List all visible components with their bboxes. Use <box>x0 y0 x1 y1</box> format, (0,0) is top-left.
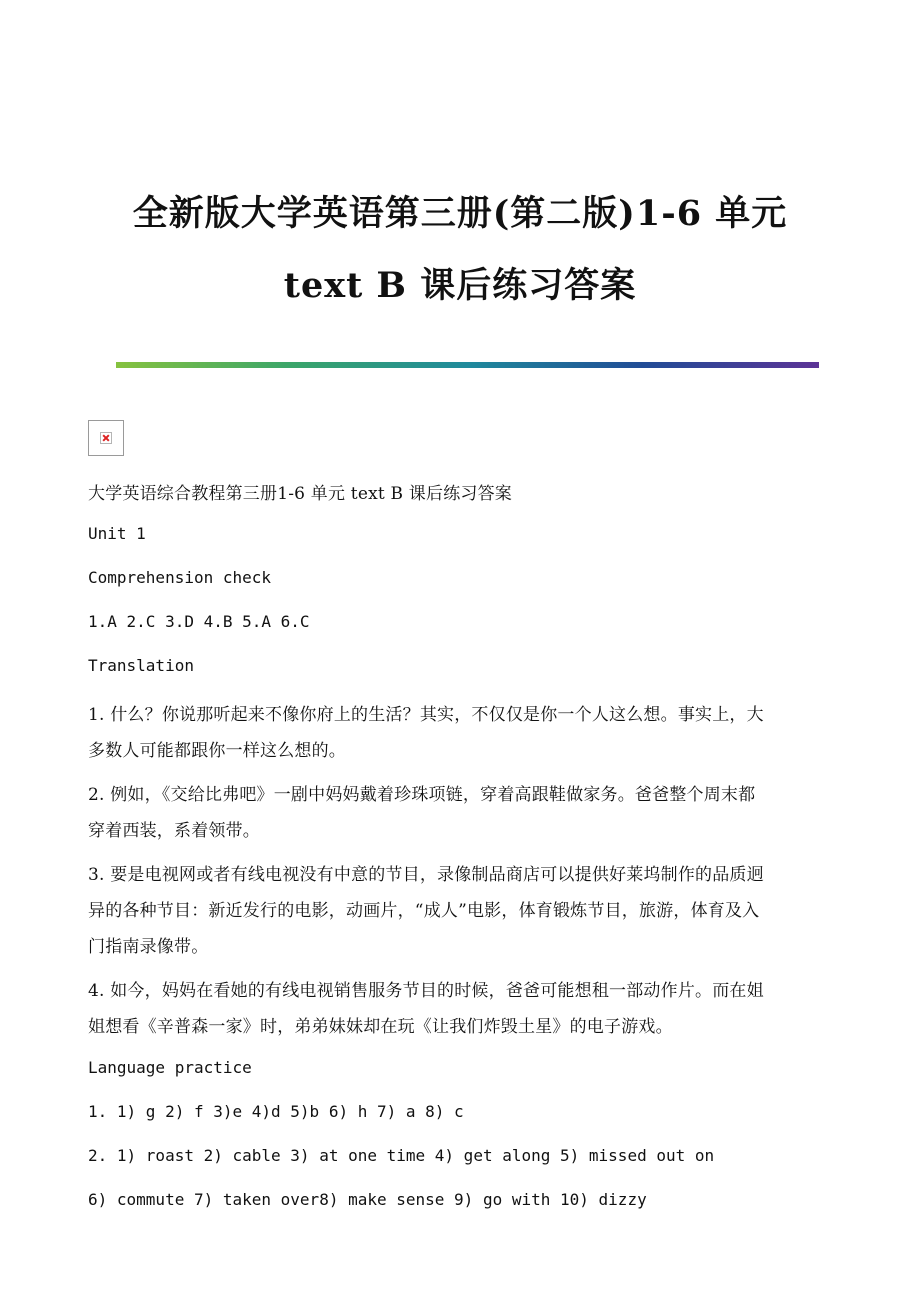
document-title-line-1: 全新版大学英语第三册(第二版)1-6 单元 <box>132 193 788 234</box>
language-practice-2-line-1: 2. 1) roast 2) cable 3) at one time 4) get along 5) missed out on <box>88 1146 715 1165</box>
document-title-line-2: text B 课后练习答案 <box>283 265 637 306</box>
translation-3-line-2: 异的各种节目：新近发行的电影，动画片，“成人”电影，体育锻炼节目，旅游，体育及入 <box>88 901 760 921</box>
translation-4-line-2: 姐想看《辛普森一家》时，弟弟妹妹却在玩《让我们炸毁土星》的电子游戏。 <box>88 1017 673 1037</box>
comprehension-heading: Comprehension check <box>88 568 272 587</box>
unit-heading: Unit 1 <box>88 524 146 543</box>
broken-image-x-icon <box>100 432 112 444</box>
translation-2-line-1: 2. 例如，《交给比弗吧》一剧中妈妈戴着珍珠项链，穿着高跟鞋做家务。爸爸整个周末都 <box>88 785 756 805</box>
gradient-divider <box>116 362 819 368</box>
broken-image-icon <box>88 420 124 456</box>
language-practice-1: 1. 1) g 2) f 3)e 4)d 5)b 6) h 7) a 8) c <box>88 1102 464 1121</box>
comprehension-answers: 1.A 2.C 3.D 4.B 5.A 6.C <box>88 612 310 631</box>
translation-1-line-1: 1. 什么？你说那听起来不像你府上的生活？其实，不仅仅是你一个人这么想。事实上，大 <box>88 705 764 725</box>
document-subtitle: 大学英语综合教程第三册1-6 单元 text B 课后练习答案 <box>88 484 512 504</box>
translation-4-line-1: 4. 如今，妈妈在看她的有线电视销售服务节目的时候，爸爸可能想租一部动作片。而在姐 <box>88 981 764 1001</box>
language-practice-heading: Language practice <box>88 1058 252 1077</box>
translation-3-line-3: 门指南录像带。 <box>88 937 209 957</box>
translation-2-line-2: 穿着西装，系着领带。 <box>88 821 260 841</box>
translation-3-line-1: 3. 要是电视网或者有线电视没有中意的节目，录像制品商店可以提供好莱坞制作的品质迥 <box>88 865 764 885</box>
translation-1-line-2: 多数人可能都跟你一样这么想的。 <box>88 741 346 761</box>
translation-heading: Translation <box>88 656 194 675</box>
language-practice-2-line-2: 6) commute 7) taken over8) make sense 9) go with 10) dizzy <box>88 1190 647 1209</box>
